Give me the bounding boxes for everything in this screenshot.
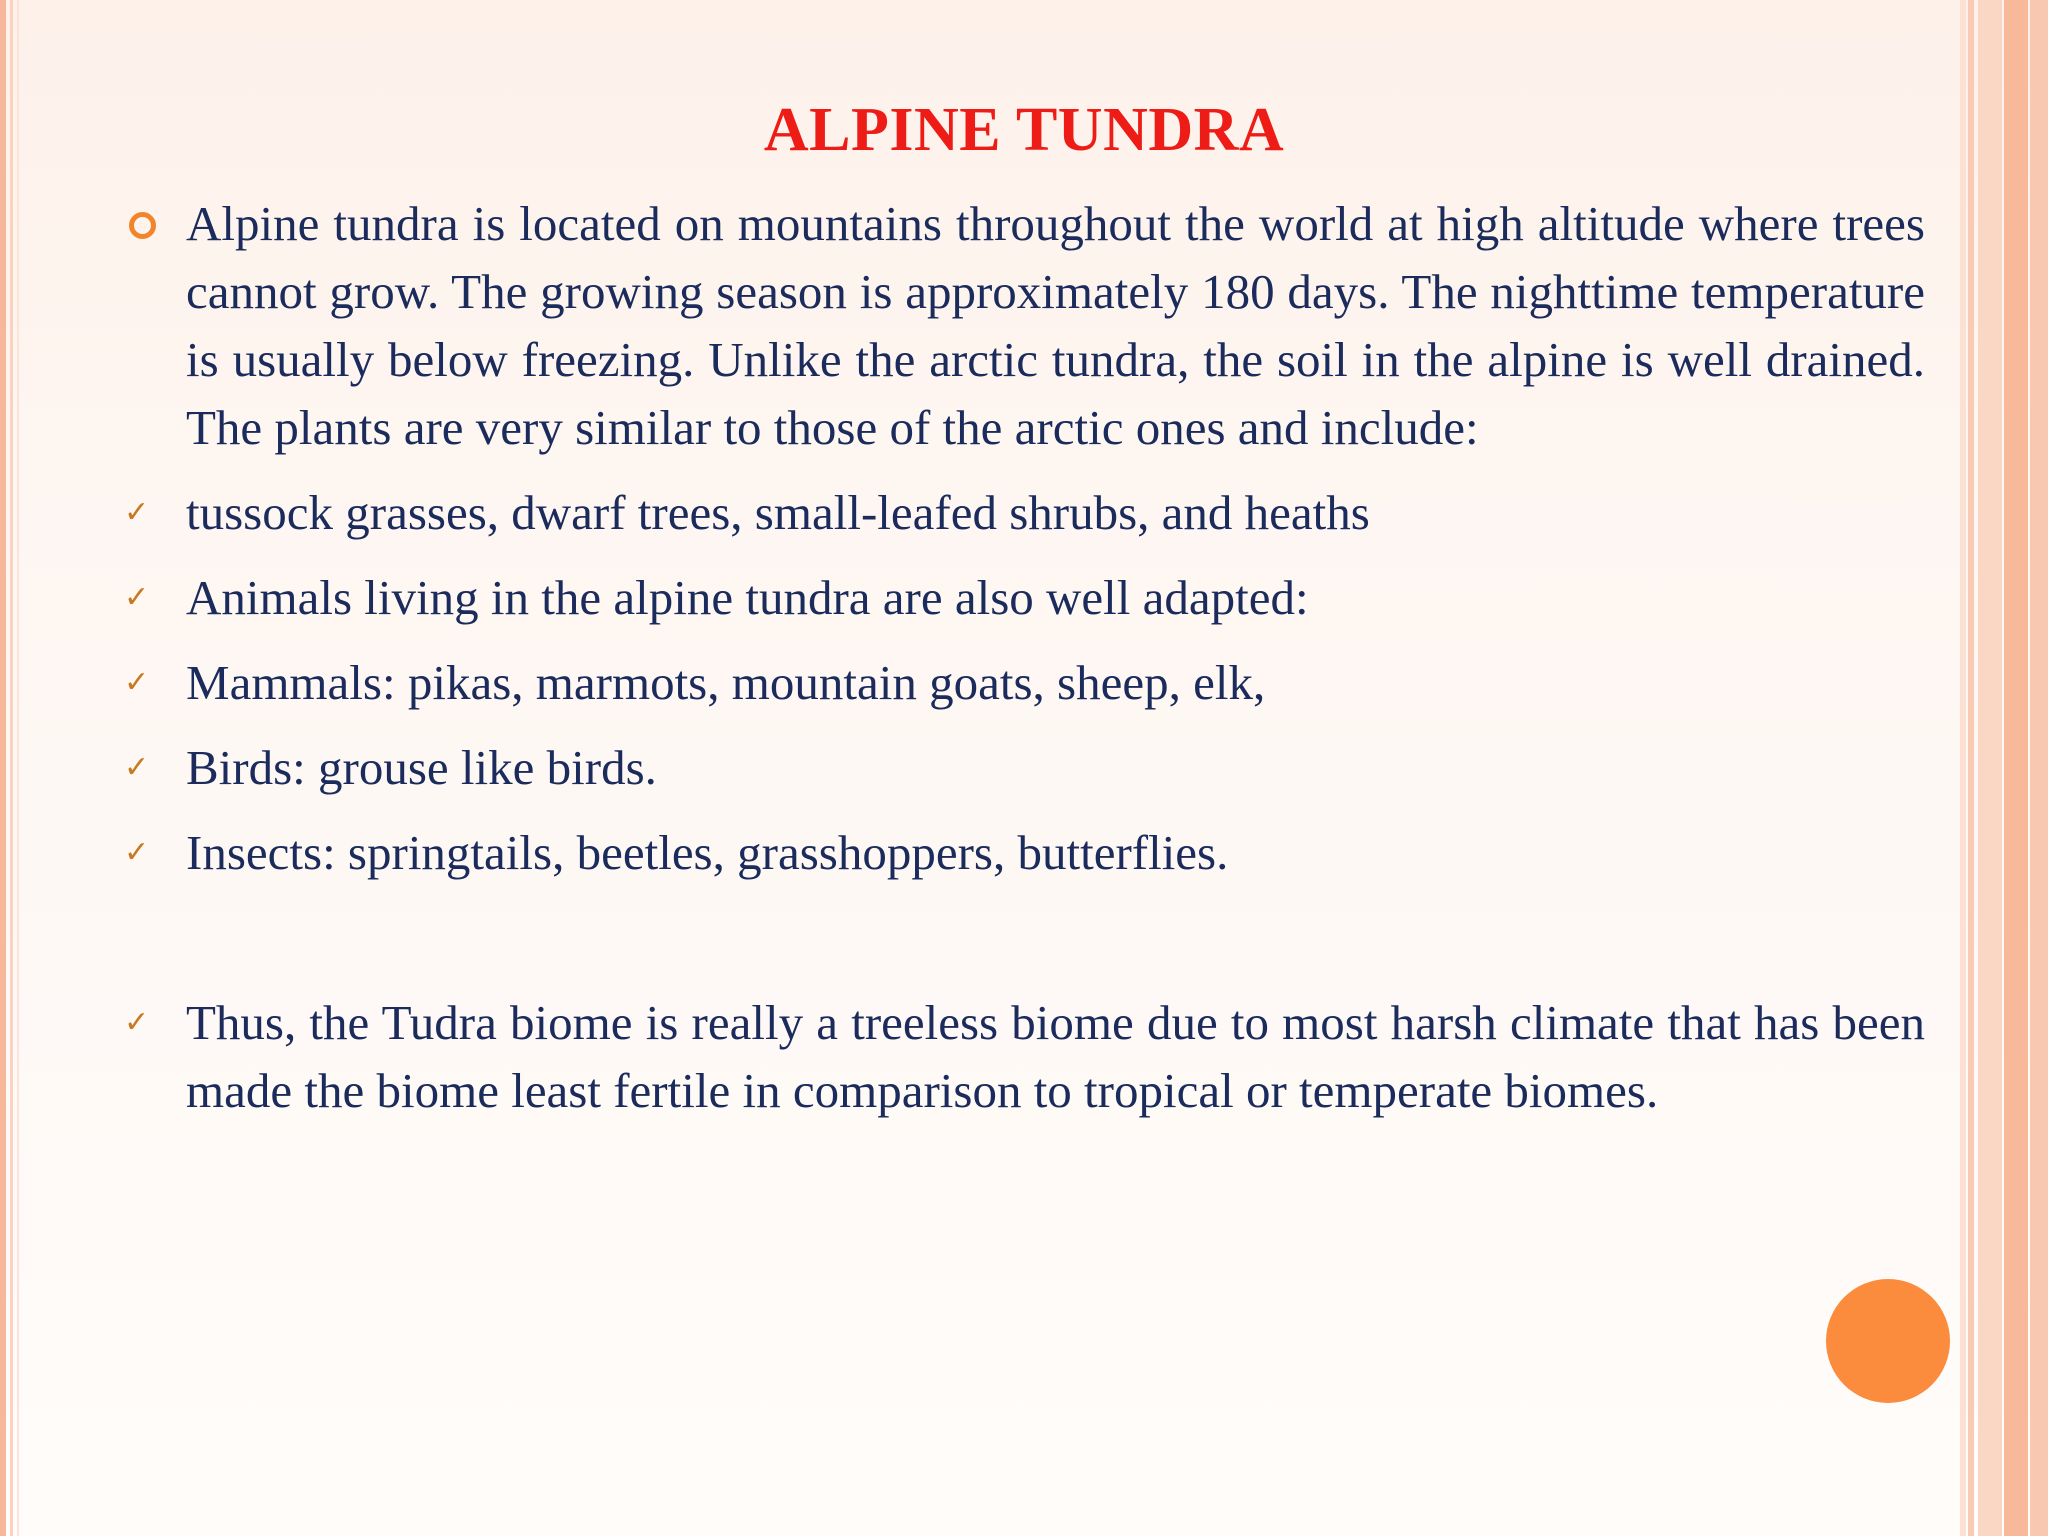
ring-bullet-icon [120, 190, 160, 258]
right-border-stripe [1978, 0, 2002, 1536]
left-border-stripe [10, 0, 13, 1536]
bullet-text: Birds: grouse like birds. [186, 740, 657, 795]
list-item [120, 989, 1925, 1125]
bullet-text: Alpine tundra is located on mountains throughout the world at high altitude where trees cannot grow. The growing season is approximately 180 days. The nighttime temperature is usually below freezing. Unlike the arctic tundra, the soil in the alpine is well drained. The plants are very similar to those of the arctic ones and include: [186, 196, 1925, 455]
list-item [120, 649, 1925, 717]
checkmark-icon: ✓ [124, 750, 150, 785]
checkmark-icon: ✓ [124, 835, 150, 870]
list-item [120, 190, 1925, 462]
checkmark-icon: ✓ [124, 580, 150, 615]
bullet-text: Thus, the Tudra biome is really a treeless biome due to most harsh climate that has been made the biome least fertile in comparison to tropical or temperate biomes. [186, 995, 1925, 1118]
right-border-stripe [2030, 0, 2048, 1536]
checkmark-icon: ✓ [124, 495, 150, 530]
right-border-stripe [2004, 0, 2028, 1536]
right-border-stripe [1960, 0, 1966, 1536]
checkmark-icon: ✓ [124, 665, 150, 700]
bullet-list [120, 190, 1925, 1125]
left-border-stripe [17, 0, 19, 1536]
left-border-stripe [0, 0, 6, 1536]
list-item [120, 819, 1925, 887]
bullet-text: Mammals: pikas, marmots, mountain goats, sheep, elk, [186, 655, 1266, 710]
bullet-text: tussock grasses, dwarf trees, small-leafed shrubs, and heaths [186, 485, 1370, 540]
right-border-stripe [1968, 0, 1974, 1536]
list-item [120, 564, 1925, 632]
list-item [120, 479, 1925, 547]
checkmark-icon: ✓ [124, 1005, 150, 1040]
orange-circle-decoration [1826, 1279, 1950, 1403]
slide-title: ALPINE TUNDRA [763, 96, 1285, 164]
list-item [120, 734, 1925, 802]
bullet-text: Animals living in the alpine tundra are also well adapted: [186, 570, 1309, 625]
bullet-text: Insects: springtails, beetles, grasshoppers, butterflies. [186, 825, 1229, 880]
